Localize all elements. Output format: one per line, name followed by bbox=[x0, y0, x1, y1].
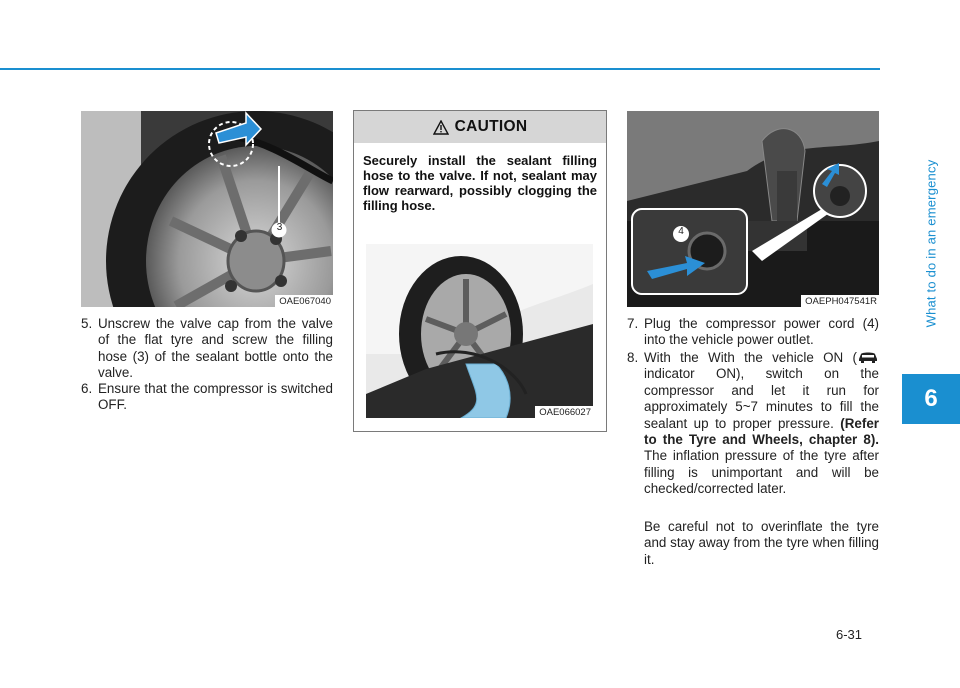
caution-box bbox=[353, 110, 607, 432]
figure-code: OAEPH047541R bbox=[801, 295, 879, 307]
page-number: 6-31 bbox=[836, 627, 863, 642]
step-text: Ensure that the compressor is switched OFF. bbox=[98, 381, 333, 413]
step-8 bbox=[627, 350, 879, 498]
tyre-valve-illustration bbox=[81, 111, 333, 307]
caution-heading: CAUTION bbox=[454, 118, 528, 135]
step-text bbox=[644, 350, 879, 498]
step-text-part: With the With the vehicle ON ( bbox=[644, 350, 857, 365]
section-title-vertical bbox=[907, 112, 955, 374]
caution-header bbox=[354, 111, 606, 143]
callout-number-4: 4 bbox=[678, 226, 684, 237]
power-outlet-photo bbox=[627, 111, 879, 307]
step-text: Plug the compressor power cord (4) into the vehicle power outlet. bbox=[644, 316, 879, 348]
step-number: 6. bbox=[81, 381, 93, 396]
caution-text: Securely install the sealant filling hose to the valve. If not, sealant may flow rearward, possibly clogging the filling hose. bbox=[363, 153, 597, 213]
step-text: Unscrew the valve cap from the valve of the flat tyre and screw the filling hose (3) of the sealant bottle onto the valve. bbox=[98, 316, 333, 381]
section-title: What to do in an emergency bbox=[923, 159, 939, 327]
tyre-valve-photo bbox=[81, 111, 333, 307]
sealant-hose-photo bbox=[366, 244, 593, 418]
header-rule bbox=[0, 68, 880, 70]
overinflate-note: Be careful not to overinflate the tyre and stay away from the tyre when filling it. bbox=[644, 519, 879, 567]
callout-number-3: 3 bbox=[276, 222, 283, 233]
step-7 bbox=[627, 316, 879, 349]
figure-code: OAE066027 bbox=[535, 406, 593, 418]
step-6 bbox=[81, 381, 333, 414]
step-reference: (Refer to the Tyre and Wheels, chapter 8). bbox=[644, 415, 879, 448]
step-number: 8. bbox=[627, 350, 639, 365]
step-number: 7. bbox=[627, 316, 639, 331]
sealant-illustration bbox=[366, 244, 593, 418]
vehicle-on-indicator-icon bbox=[857, 350, 879, 363]
step-text-part: indicator ON), switch on the compressor and let it run for approximately 5~7 minutes to fill the sealant up to proper pressure. bbox=[644, 366, 879, 431]
power-outlet-illustration bbox=[627, 111, 879, 307]
side-tab bbox=[902, 112, 960, 374]
warning-triangle-icon bbox=[433, 120, 449, 135]
chapter-number: 6 bbox=[902, 374, 960, 424]
step-5 bbox=[81, 316, 333, 382]
step-text-part: The inflation pressure of the tyre after filling is unimportant and will be checked/corrected later. bbox=[644, 448, 879, 497]
step-number: 5. bbox=[81, 316, 93, 331]
figure-code: OAE067040 bbox=[275, 295, 333, 307]
